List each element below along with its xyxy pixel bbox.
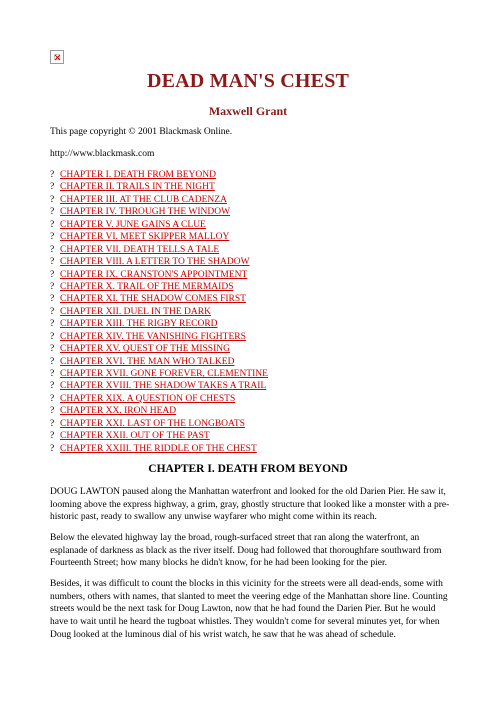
toc-bullet: ? [50,344,55,355]
toc-link-chapter-14[interactable]: CHAPTER XIV. THE VANISHING FIGHTERS [60,331,246,342]
toc-bullet: ? [50,319,55,330]
toc-bullet: ? [50,170,55,180]
toc-link-chapter-21[interactable]: CHAPTER XXI. LAST OF THE LONGBOATS [60,418,245,429]
toc-link-chapter-3[interactable]: CHAPTER III. AT THE CLUB CADENZA [60,194,227,205]
toc-item [50,405,268,417]
toc-item [50,231,268,243]
toc-link-chapter-4[interactable]: CHAPTER IV. THROUGH THE WINDOW [60,207,231,218]
toc-item [50,169,268,181]
toc-bullet: ? [50,182,55,193]
toc-item [50,256,268,268]
toc-bullet: ? [50,219,55,230]
toc-bullet: ? [50,194,55,205]
toc-bullet: ? [50,369,55,379]
toc-item [50,443,268,455]
toc-item [50,343,268,355]
table-of-contents [50,169,268,455]
toc-link-chapter-2[interactable]: CHAPTER II. TRAILS IN THE NIGHT [60,182,215,193]
toc-item [50,430,268,442]
toc-link-chapter-5[interactable]: CHAPTER V. JUNE GAINS A CLUE [60,219,206,230]
toc-link-chapter-20[interactable]: CHAPTER XX. IRON HEAD [60,406,177,417]
toc-link-chapter-1[interactable]: CHAPTER I. DEATH FROM BEYOND [60,170,216,180]
toc-link-chapter-17[interactable]: CHAPTER XVII. GONE FOREVER, CLEMENTINE [60,369,268,379]
chapter-heading: CHAPTER I. DEATH FROM BEYOND [148,463,348,475]
toc-item [50,380,268,392]
toc-bullet: ? [50,331,55,342]
toc-bullet: ? [50,393,55,404]
toc-link-chapter-19[interactable]: CHAPTER XIX. A QUESTION OF CHESTS [60,393,236,404]
book-author: Maxwell Grant [208,104,288,118]
toc-item [50,331,268,343]
toc-link-chapter-7[interactable]: CHAPTER VII. DEATH TELLS A TALE [60,244,220,255]
toc-link-chapter-18[interactable]: CHAPTER XVIII. THE SHADOW TAKES A TRAIL [60,381,267,392]
copyright-notice: This page copyright © 2001 Blackmask Online. [50,127,233,137]
toc-link-chapter-12[interactable]: CHAPTER XII. DUEL IN THE DARK [60,306,211,317]
paragraph-1: DOUG LAWTON paused along the Manhattan waterfront and looked for the old Darien Pier. He saw it, looming above the express highway, a grim, gray, ghostly structure that looked like a monster with a pre-historic past, ready to swallow any unwise wayfarer who might come within its reach. [50,487,450,523]
toc-link-chapter-16[interactable]: CHAPTER XVI. THE MAN WHO TALKED [60,356,235,367]
toc-bullet: ? [50,306,55,317]
toc-item [50,368,268,380]
toc-item [50,206,268,218]
toc-bullet: ? [50,431,55,442]
toc-item [50,293,268,305]
toc-link-chapter-10[interactable]: CHAPTER X. TRAIL OF THE MERMAIDS [60,281,234,292]
toc-bullet: ? [50,207,55,218]
toc-link-chapter-6[interactable]: CHAPTER VI. MEET SKIPPER MALLOY [60,232,230,243]
toc-item [50,418,268,430]
toc-link-chapter-11[interactable]: CHAPTER XI. THE SHADOW COMES FIRST [60,294,246,305]
broken-image-icon [50,50,64,64]
toc-item [50,194,268,206]
toc-bullet: ? [50,269,55,280]
toc-bullet: ? [50,244,55,255]
toc-bullet: ? [50,257,55,268]
toc-item [50,356,268,368]
paragraph-2: Below the elevated highway lay the broad, rough-surfaced street that ran along the waterfront, an esplanade of darkness as black as the river itself. Doug had followed that thoroughfare southward from Fourteenth Street; how many blocks he didn't know, for he had been looking for the pier. [50,533,442,569]
toc-bullet: ? [50,443,55,454]
source-url: http://www.blackmask.com [50,149,155,159]
toc-link-chapter-23[interactable]: CHAPTER XXIII. THE RIDDLE OF THE CHEST [60,443,257,454]
toc-item [50,306,268,318]
toc-link-chapter-9[interactable]: CHAPTER IX. CRANSTON'S APPOINTMENT [60,269,248,280]
toc-item [50,393,268,405]
toc-item [50,219,268,231]
paragraph-3: Besides, it was difficult to count the blocks in this vicinity for the streets were all dead-ends, some with numbers, others with names, that slanted to meet the veering edge of the Manhattan shore line. Counting streets would be the next task for Doug Lawton, now that he had found the Darien Pier. But he would have to wait until he heard the tugboat whistles. They wouldn't come for several minutes yet, for when Doug looked at the luminous dial of his wrist watch, he saw that he was ahead of schedule. [50,579,448,640]
toc-link-chapter-15[interactable]: CHAPTER XV. QUEST OF THE MISSING [60,344,230,355]
toc-bullet: ? [50,406,55,417]
toc-link-chapter-13[interactable]: CHAPTER XIII. THE RIGBY RECORD [60,319,218,330]
toc-item [50,281,268,293]
toc-item [50,269,268,281]
book-title: DEAD MAN'S CHEST [146,70,350,92]
toc-bullet: ? [50,381,55,392]
toc-link-chapter-22[interactable]: CHAPTER XXII. OUT OF THE PAST [60,431,210,442]
toc-bullet: ? [50,294,55,305]
toc-item [50,318,268,330]
toc-bullet: ? [50,356,55,367]
toc-item [50,244,268,256]
toc-item [50,181,268,193]
broken-image-x-mark [54,54,60,60]
toc-link-chapter-8[interactable]: CHAPTER VIII. A LETTER TO THE SHADOW [60,257,250,268]
toc-bullet: ? [50,281,55,292]
toc-bullet: ? [50,232,55,243]
toc-bullet: ? [50,418,55,429]
